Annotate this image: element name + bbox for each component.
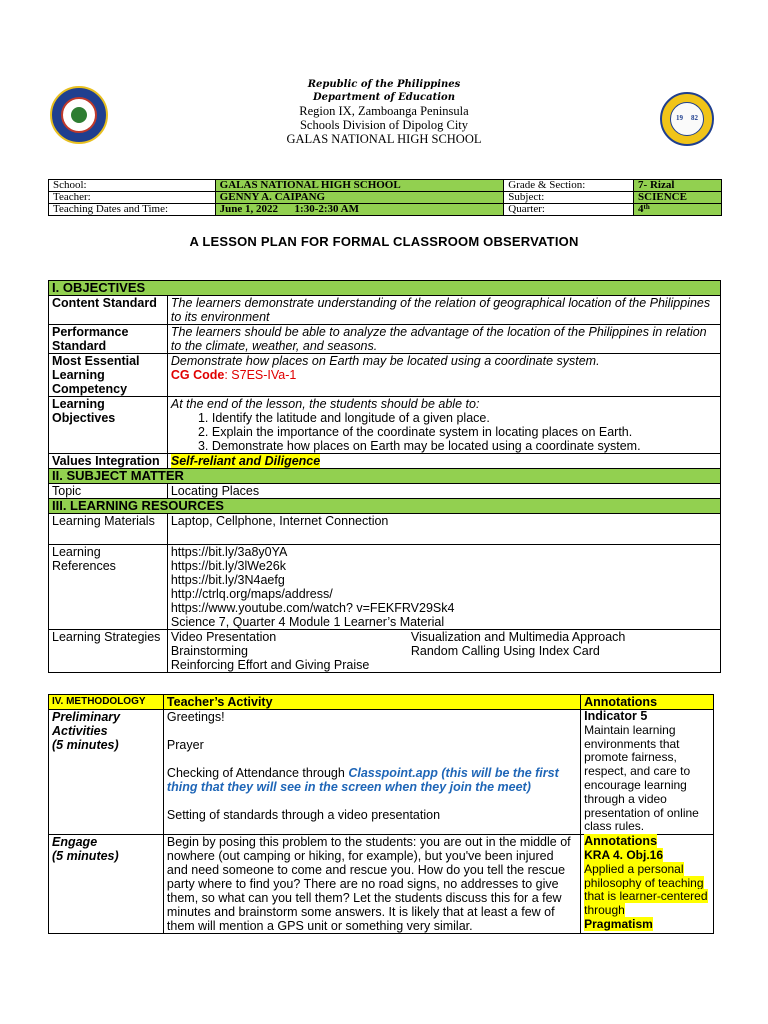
header-school: GALAS NATIONAL HIGH SCHOOL <box>286 132 482 146</box>
performance-standard-label: Performance Standard <box>49 325 168 354</box>
dates-label: Teaching Dates and Time: <box>49 204 216 216</box>
learning-references-cell <box>167 545 720 630</box>
performance-standard-text: The learners should be able to analyze the advantage of the location of the Philippines in relation to the climate, weather, and seasons. <box>167 325 720 354</box>
topic-value: Locating Places <box>167 484 720 499</box>
attendance-prefix: Checking of Attendance through <box>166 766 349 780</box>
strategy-item: Random Calling Using Index Card <box>410 644 600 658</box>
teacher-value: GENNY A. CAIPANG <box>215 192 504 204</box>
values-integration-cell <box>167 454 720 469</box>
header-division: Schools Division of Dipolog City <box>299 118 469 132</box>
learning-references-label: Learning References <box>49 545 168 630</box>
learning-objectives-list <box>171 411 717 453</box>
list-item: 1. Identify the latitude and longitude of a given place. <box>212 411 717 425</box>
cg-code-value: : S7ES-IVa-1 <box>224 368 297 382</box>
strategies-row <box>171 644 717 658</box>
school-seal-year-right: 82 <box>691 114 698 122</box>
learning-objectives-cell <box>167 397 720 454</box>
header-region: Region IX, Zamboanga Peninsula <box>299 104 469 118</box>
subject-value: SCIENCE <box>634 192 722 204</box>
learning-materials-label: Learning Materials <box>49 514 168 545</box>
info-table <box>48 179 722 216</box>
document-header <box>150 78 618 146</box>
learning-materials-value: Laptop, Cellphone, Internet Connection <box>167 514 720 545</box>
learning-strategies-cell <box>167 630 720 673</box>
lesson-plan-table <box>48 280 721 673</box>
page-title: A LESSON PLAN FOR FORMAL CLASSROOM OBSERVATION <box>189 234 579 249</box>
teacher-label: Teacher: <box>49 192 216 204</box>
list-item: 2. Explain the importance of the coordinate system in locating places on Earth. <box>212 425 717 439</box>
values-integration-label: Values Integration <box>49 454 168 469</box>
objectives-heading: I. OBJECTIVES <box>49 281 721 296</box>
prayer-text: Prayer <box>166 738 204 752</box>
learning-objectives-label: Learning Objectives <box>49 397 168 454</box>
engage-activity: Begin by posing this problem to the students: you are out in the middle of nowhere (out camping or hiking, for example), but you've been injured and need someone to come and rescue you. How do you tell the rescue party where to find you? There are no road signs, no addresses to give them, so what can you tell them? Let the students discuss this for a few minutes and brainstorm some answers. It is likely that at least a few of them will mention a GPS unit or something very similar. <box>163 835 580 934</box>
strategy-item: Visualization and Multimedia Approach <box>410 630 626 644</box>
strategy-item: Brainstorming <box>170 644 248 658</box>
quarter-suffix: th <box>643 203 650 211</box>
preliminary-phase <box>49 710 164 835</box>
learning-objectives-intro: At the end of the lesson, the students should be able to: <box>170 397 480 411</box>
strategies-row <box>171 630 717 644</box>
strategy-item: Reinforcing Effort and Giving Praise <box>170 658 370 672</box>
content-standard-text: The learners demonstrate understanding of the relation of geographical location of the Philippines to its environment <box>167 296 720 325</box>
greetings-text: Greetings! <box>166 710 225 724</box>
list-item: 3. Demonstrate how places on Earth may be located using a coordinate system. <box>212 439 717 453</box>
cg-code-label: CG Code <box>170 368 225 382</box>
methodology-table <box>48 694 714 934</box>
reference-link[interactable]: http://ctrlq.org/maps/address/ <box>170 587 333 601</box>
melc-label: Most Essential Learning Competency <box>49 354 168 397</box>
reference-text: Science 7, Quarter 4 Module 1 Learner’s Material <box>170 615 445 629</box>
preliminary-time: (5 minutes) <box>52 738 119 752</box>
indicator-title: Indicator 5 <box>584 709 648 723</box>
quarter-number: 4 <box>638 203 644 215</box>
annotations-heading: Annotations <box>581 695 714 710</box>
preliminary-activity <box>163 710 580 835</box>
dates-value: June 1, 2022 1:30-2:30 AM <box>215 204 504 216</box>
pragmatism-text: Pragmatism <box>584 916 653 931</box>
teacher-activity-heading: Teacher’s Activity <box>163 695 580 710</box>
quarter-value <box>634 204 722 216</box>
school-value: GALAS NATIONAL HIGH SCHOOL <box>215 180 504 192</box>
attendance-text <box>167 766 577 794</box>
learning-resources-heading: III. LEARNING RESOURCES <box>49 499 721 514</box>
preliminary-annotation <box>581 710 714 835</box>
header-department: Department of Education <box>313 92 455 103</box>
engage-phase <box>49 835 164 934</box>
subject-matter-heading: II. SUBJECT MATTER <box>49 469 721 484</box>
engage-time: (5 minutes) <box>52 849 119 864</box>
melc-text: Demonstrate how places on Earth may be located using a coordinate system. <box>170 354 600 368</box>
grade-label: Grade & Section: <box>504 180 634 192</box>
indicator-text: Maintain learning environments that promote fairness, respect, and care to encourage learning through a video presentation of online class rules. <box>584 722 699 834</box>
values-integration-text: Self-reliant and Diligence <box>170 454 321 468</box>
school-seal-logo <box>660 92 714 146</box>
school-seal-year-left: 19 <box>676 114 683 122</box>
quarter-label: Quarter: <box>504 204 634 216</box>
reference-link[interactable]: https://bit.ly/3lWe26k <box>170 559 286 573</box>
topic-label: Topic <box>49 484 168 499</box>
deped-seal-logo <box>50 86 108 144</box>
subject-label: Subject: <box>504 192 634 204</box>
reference-link[interactable]: https://bit.ly/3N4aefg <box>170 573 285 587</box>
methodology-heading: IV. METHODOLOGY <box>49 695 164 710</box>
melc-cell <box>167 354 720 397</box>
classpoint-link[interactable]: Classpoint.app (this will be the first thing that they will see in the screen when they join the meet) <box>166 766 559 794</box>
learning-strategies-label: Learning Strategies <box>49 630 168 673</box>
strategy-item: Video Presentation <box>170 630 277 644</box>
reference-link[interactable]: https://www.youtube.com/watch? v=FEKFRV29Sk4 <box>170 601 455 615</box>
standards-text: Setting of standards through a video presentation <box>166 808 441 822</box>
cg-code <box>171 368 717 382</box>
content-standard-label: Content Standard <box>49 296 168 325</box>
preliminary-label: Preliminary Activities <box>52 710 121 738</box>
engage-annotations-title: Annotations <box>584 834 658 849</box>
kra-text: Applied a personal philosophy of teaching that is learner-centered through <box>584 861 708 918</box>
reference-link[interactable]: https://bit.ly/3a8y0YA <box>170 545 288 559</box>
header-republic: Republic of the Philippines <box>307 79 461 90</box>
grade-value: 7- Rizal <box>634 180 722 192</box>
engage-label: Engage <box>52 835 98 850</box>
engage-annotation <box>581 835 714 934</box>
kra-title: KRA 4. Obj.16 <box>584 847 664 862</box>
school-label: School: <box>49 180 216 192</box>
